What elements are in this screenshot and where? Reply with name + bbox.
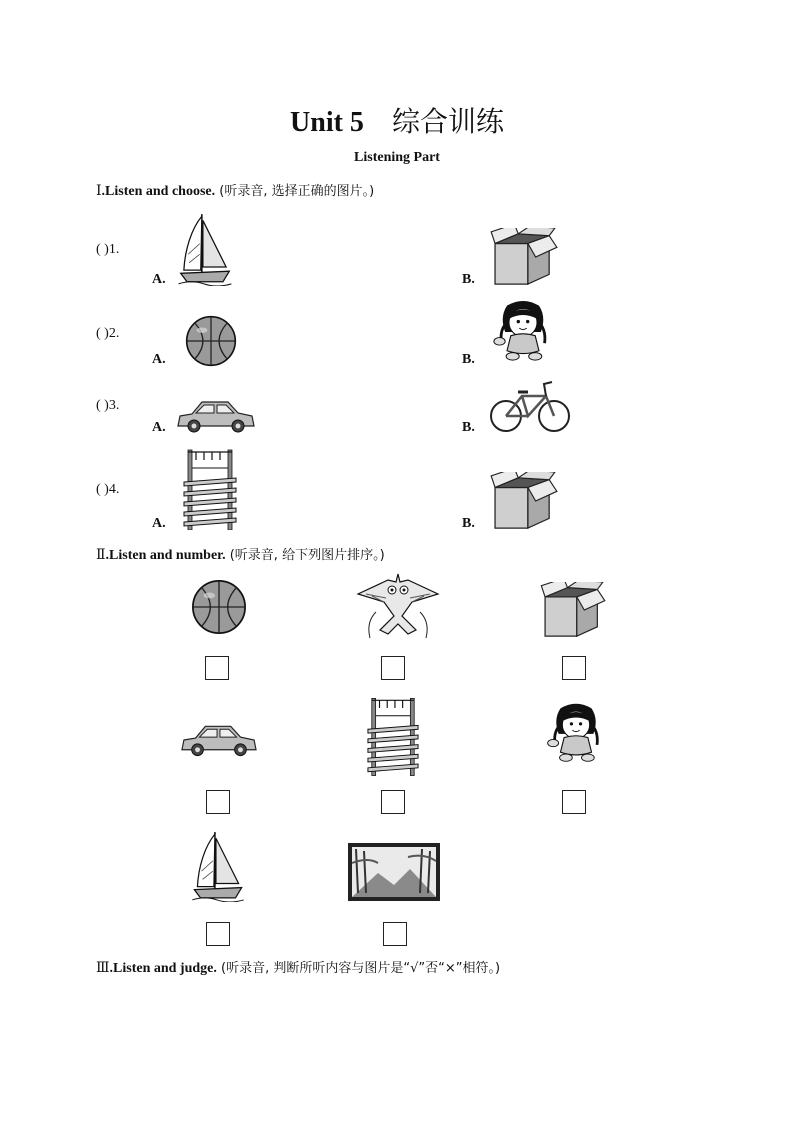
sailboat-icon[interactable] [178, 212, 232, 286]
box-icon[interactable] [490, 472, 560, 530]
section-3-instruction: (听录音, 判断所听内容与图片是“√”否“×”相符。) [216, 961, 501, 976]
page-title [0, 100, 794, 140]
car-icon[interactable] [176, 398, 256, 434]
shoe-shelf-icon[interactable] [182, 448, 238, 530]
question-3-option-a-label[interactable]: A. [152, 420, 166, 435]
section-3-heading [96, 957, 500, 977]
box-icon [540, 582, 608, 638]
doll-icon[interactable] [490, 300, 556, 362]
kite-icon [356, 572, 440, 644]
question-4-number: ( )4. [96, 482, 120, 497]
number-box-box[interactable] [562, 656, 586, 680]
section-1-numeral: Ⅰ [96, 184, 102, 199]
question-4-option-a-label[interactable]: A. [152, 516, 166, 531]
basketball-icon [190, 578, 248, 636]
section-1-heading [96, 180, 374, 200]
title-chinese: 综合训练 [391, 105, 504, 138]
section-2-title: .Listen and number. [105, 548, 226, 563]
section-1-title: .Listen and choose. [101, 184, 216, 199]
section-3-title: .Listen and judge. [109, 961, 217, 976]
number-box-shelf[interactable] [381, 790, 405, 814]
section-2-heading [96, 544, 385, 564]
question-2-option-b-label[interactable]: B. [462, 352, 475, 367]
section-3-numeral: Ⅲ [96, 961, 110, 976]
number-box-picture[interactable] [383, 922, 407, 946]
box-icon[interactable] [490, 228, 560, 286]
question-2-number: ( )2. [96, 326, 120, 341]
question-1-option-a-label[interactable]: A. [152, 272, 166, 287]
number-box-doll[interactable] [562, 790, 586, 814]
page-subtitle: Listening Part [354, 150, 440, 165]
question-1-number: ( )1. [96, 242, 120, 257]
section-2-instruction: (听录音, 给下列图片排序。) [225, 548, 385, 563]
question-3-number: ( )3. [96, 398, 120, 413]
bike-icon[interactable] [488, 378, 572, 434]
number-box-sailboat[interactable] [206, 922, 230, 946]
basketball-icon[interactable] [184, 314, 238, 368]
car-icon [180, 722, 258, 758]
doll-icon [544, 702, 608, 764]
question-1-option-b-label[interactable]: B. [462, 272, 475, 287]
question-2-option-a-label[interactable]: A. [152, 352, 166, 367]
section-2-numeral: Ⅱ [96, 548, 106, 563]
sailboat-icon [192, 830, 244, 902]
section-1-instruction: (听录音, 选择正确的图片。) [215, 184, 375, 199]
title-unit: Unit 5 [290, 107, 364, 138]
number-box-basketball[interactable] [205, 656, 229, 680]
shoe-shelf-icon [366, 696, 420, 776]
question-3-option-b-label[interactable]: B. [462, 420, 475, 435]
landscape-picture-icon [348, 843, 440, 901]
number-box-car[interactable] [206, 790, 230, 814]
question-4-option-b-label[interactable]: B. [462, 516, 475, 531]
number-box-kite[interactable] [381, 656, 405, 680]
